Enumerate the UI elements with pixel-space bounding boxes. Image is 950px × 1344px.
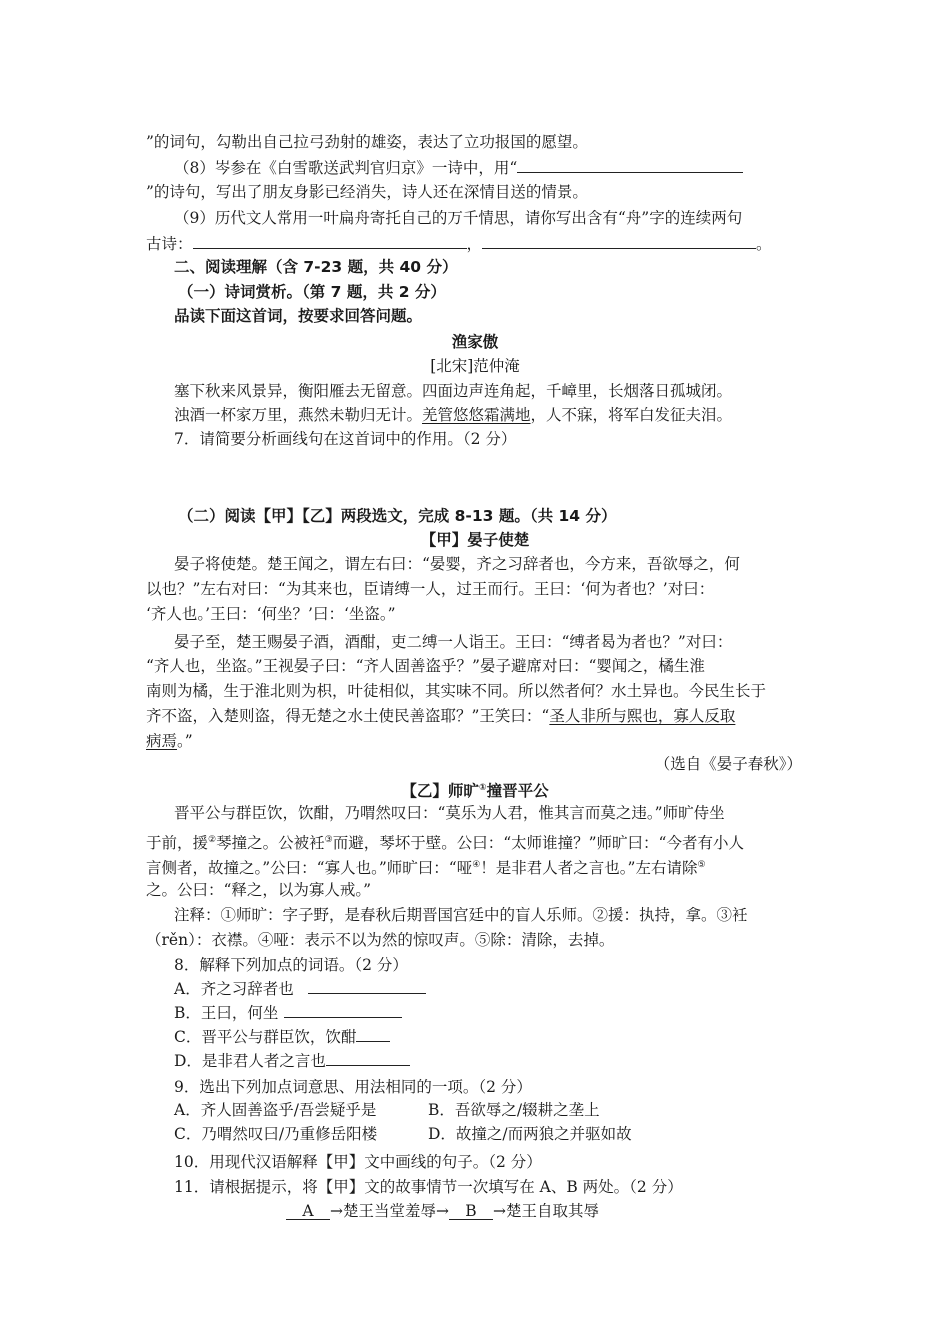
q8-prefix: （8）岑参在《白雪歌送武判官归京》一诗中，用“	[174, 159, 518, 177]
notes-line-1: 注释：①师旷：字子野，是春秋后期晋国宫廷中的盲人乐师。②援：执持，拿。③衽	[174, 906, 748, 924]
yi-line: 之。公曰：“释之，以为寡人戒。”	[146, 881, 372, 899]
note-mark: ③	[324, 835, 333, 845]
jia-underlined-sentence-1: 圣人非所与熙也，寡人反取	[549, 707, 736, 725]
q9-end: 。	[756, 235, 772, 253]
poem-line2-pre: 浊酒一杯家万里，燕然未勒归无计。	[174, 406, 423, 424]
poem-line-1: 塞下秋来风景异，衡阳雁去无留意。四面边声连角起，千嶂里，长烟落日孤城闭。	[174, 382, 733, 400]
q9-fill-line	[146, 233, 772, 254]
q11-arrow-1: →楚王当堂羞辱→	[330, 1202, 449, 1220]
jia-p2-l4-pre: 齐不盗，入楚则盗，得无楚之水土使民善盗耶？”王笑曰：“	[146, 707, 550, 725]
option-text: D．是非君人者之言也	[174, 1052, 326, 1070]
jia-p1-line: ‘齐人也。’王曰：‘何坐？’曰：‘坐盗。”	[146, 605, 396, 623]
yi-l2-b: 琴撞之。公被衽	[216, 834, 325, 853]
q9-answer-blank-2[interactable]	[482, 233, 756, 249]
q8-d-blank[interactable]	[326, 1050, 410, 1066]
q11-blank-b[interactable]: B	[449, 1201, 493, 1220]
q9-option-a[interactable]: A．齐人固善盗乎/吾尝疑乎是	[174, 1101, 377, 1119]
jia-p2-line: “齐人也，坐盗。”王视晏子曰：“齐人固善盗乎？”晏子避席对曰：“婴闻之，橘生淮	[146, 657, 705, 675]
yi-title-pre: 【乙】师旷	[401, 782, 479, 801]
jia-title: 【甲】晏子使楚	[420, 531, 530, 549]
yi-l2-a: 于前，援	[146, 834, 209, 853]
q11-blank-a[interactable]: A	[286, 1201, 330, 1220]
yi-line	[146, 855, 706, 878]
yi-l2-c: 而避，琴坏于壁。公曰：“太师谁撞？”师旷曰：“今者有小人	[332, 834, 744, 853]
q8-option-b	[174, 1002, 402, 1023]
q8-option-a	[174, 978, 426, 999]
q11-arrow-2: →楚王自取其辱	[492, 1202, 599, 1220]
jia-p2-line	[146, 706, 735, 726]
yi-title-post: 撞晋平公	[486, 782, 549, 801]
option-text: A．齐之习辞者也	[174, 980, 294, 998]
jia-p2-line: 南则为橘，生于淮北则为枳，叶徒相似，其实味不同。所以然者何？水土异也。今民生长于	[146, 682, 767, 700]
section1-line1: ”的词句，勾勒出自己拉弓劲射的雄姿，表达了立功报国的愿望。	[146, 133, 588, 151]
jia-source: （选自《晏子春秋》）	[654, 755, 802, 773]
q8-fill-line	[174, 157, 743, 178]
jia-underlined-sentence-2: 病焉	[146, 732, 178, 750]
notes-line-2: （rěn）：衣襟。④哑：表示不以为然的惊叹声。⑤除：清除，去掉。	[146, 931, 615, 949]
note-mark: ⑤	[697, 860, 706, 870]
q7-question: 7．请简要分析画线句在这首词中的作用。（2 分）	[174, 430, 517, 448]
jia-p2-line: 晏子至，楚王赐晏子酒，酒酣，吏二缚一人诣王。王曰：“缚者曷为者也？”对曰：	[174, 633, 733, 651]
q11-plot-chain	[286, 1201, 599, 1221]
yi-line: 晋平公与群臣饮，饮酣，乃喟然叹曰：“莫乐为人君，惟其言而莫之违。”师旷侍坐	[174, 804, 725, 822]
q8-suffix: ”的诗句，写出了朋友身影已经消失，诗人还在深情目送的情景。	[146, 183, 588, 201]
option-text: C．晋平公与群臣饮，饮酣	[174, 1028, 357, 1046]
q9-prefix: 古诗：	[146, 235, 193, 253]
q8-b-blank[interactable]	[284, 1002, 402, 1018]
poem-line2-post: ，人不寐，将军白发征夫泪。	[530, 406, 733, 424]
part1-heading: （一）诗词赏析。（第 7 题，共 2 分）	[178, 283, 446, 301]
q10-question: 10．用现代汉语解释【甲】文中画线的句子。（2 分）	[174, 1153, 542, 1171]
jia-p2-line	[146, 731, 193, 751]
q8-c-blank[interactable]	[356, 1026, 390, 1042]
jia-p2-l5-post: 。”	[177, 732, 193, 750]
yi-l3-a: 言侧者，故撞之。”公曰：“寡人也。”师旷曰：“哑	[146, 859, 473, 878]
section2-heading: 二、阅读理解（含 7-23 题，共 40 分）	[174, 258, 458, 276]
q9-comma: ，	[466, 235, 483, 253]
note-mark: ④	[472, 860, 481, 870]
q8-question: 8．解释下列加点的词语。（2 分）	[174, 956, 408, 974]
poem-title: 渔家傲	[451, 333, 499, 351]
q9-option-d[interactable]: D．故撞之/而两狼之并驱如故	[428, 1125, 632, 1143]
jia-p1-line: 以也？”左右对曰：“为其来也，臣请缚一人，过王而行。王曰：‘何为者也？’对曰：	[146, 580, 715, 598]
q8-option-d	[174, 1050, 410, 1071]
poem-underlined-line: 羌管悠悠霜满地	[422, 406, 531, 424]
q9-option-c[interactable]: C．乃喟然叹曰/乃重修岳阳楼	[174, 1125, 378, 1143]
yi-l3-b: ！是非君人者之言也。”左右请除	[480, 859, 698, 878]
q8-a-blank[interactable]	[308, 978, 426, 994]
q11-question: 11．请根据提示，将【甲】文的故事情节一次填写在 A、B 两处。（2 分）	[174, 1178, 683, 1196]
yi-title-note-mark: ①	[478, 783, 487, 793]
poem-author: [北宋]范仲淹	[430, 357, 520, 375]
q9-question: 9．选出下列加点词意思、用法相同的一项。（2 分）	[174, 1078, 532, 1096]
yi-line	[146, 830, 744, 853]
jia-p1-line: 晏子将使楚。楚王闻之，谓左右曰：“晏婴，齐之习辞者也，今方来，吾欲辱之，何	[174, 555, 740, 573]
part2-heading: （二）阅读【甲】【乙】两段选文，完成 8-13 题。（共 14 分）	[178, 507, 617, 525]
q9-option-b[interactable]: B．吾欲辱之/辍耕之垄上	[428, 1101, 600, 1119]
q9-answer-blank-1[interactable]	[193, 233, 467, 249]
part1-instruction: 品读下面这首词，按要求回答问题。	[174, 307, 423, 325]
yi-title	[0, 778, 950, 801]
q8-answer-blank[interactable]	[517, 157, 743, 173]
q9-line1: （9）历代文人常用一叶扁舟寄托自己的万千情思，请你写出含有“舟”字的连续两句	[174, 209, 743, 227]
note-mark: ②	[208, 835, 217, 845]
q8-option-c	[174, 1026, 390, 1047]
poem-line-2	[174, 405, 732, 425]
option-text: B．王曰，何坐	[174, 1004, 279, 1022]
